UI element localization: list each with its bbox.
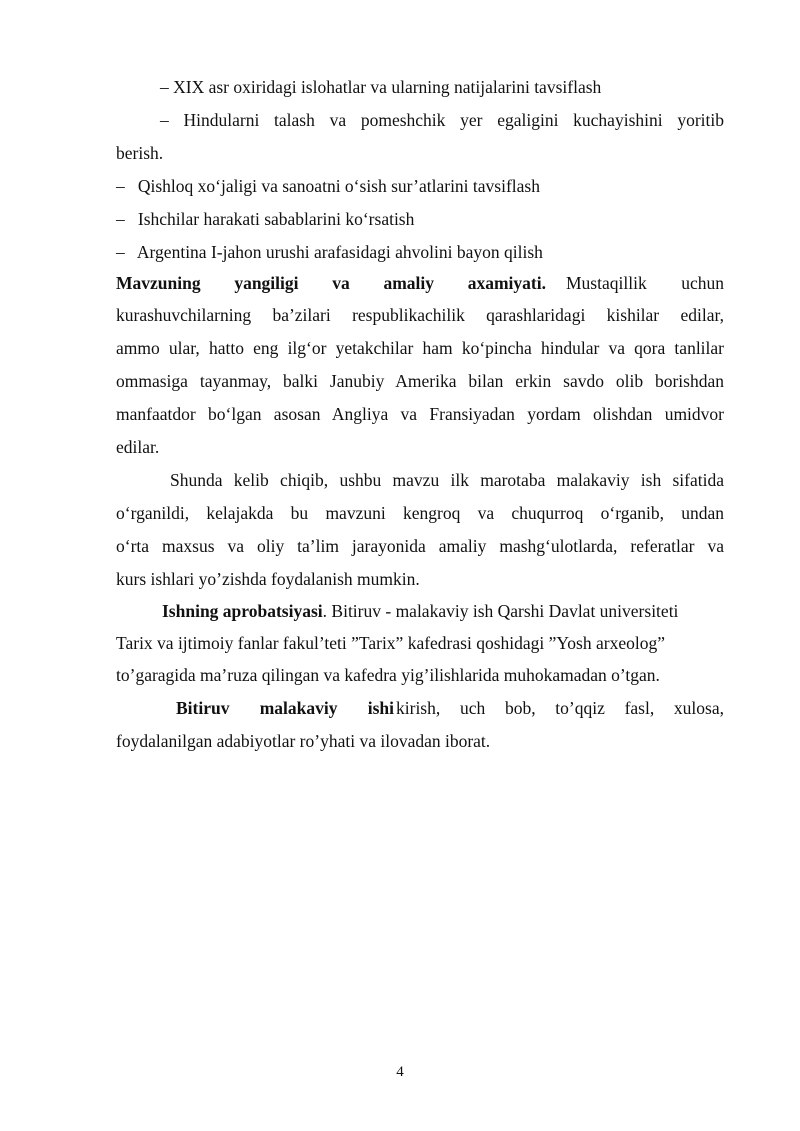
approbation-text: . Bitiruv - malakaviy ish Qarshi Davlat universiteti (322, 601, 679, 621)
significance-line-1: o‘rganildi, kelajakda bu mavzuni kengroq va chuqurroq o‘rganib, undan (116, 503, 724, 523)
objective-item-1: – XIX asr oxiridagi islohatlar va ularning natijalarini tavsiflash (160, 77, 602, 97)
objective-item-5: – Argentina I-jahon urushi arafasidagi ahvolini bayon qilish (116, 242, 543, 262)
structure-line-1: foydalanilgan adabiyotlar ro’yhati va ilovadan iborat. (116, 731, 491, 751)
novelty-heading-text: Mavzuning yangiligi va amaliy axamiyati. (116, 273, 546, 293)
structure-heading: Bitiruv malakaviy ishi (176, 698, 394, 718)
objective-item-2-continuation: berish. (116, 143, 164, 163)
significance-line-3: kurs ishlari yo’zishda foydalanish mumkin. (116, 569, 420, 589)
objective-item-4: – Ishchilar harakati sabablarini ko‘rsatish (116, 209, 415, 229)
approbation-line-1: Tarix va ijtimoiy fanlar fakul’teti ”Tarix” kafedrasi qoshidagi ”Yosh arxeolog” (116, 633, 665, 653)
novelty-line-0: Mustaqillik uchun (566, 273, 724, 293)
objective-item-3: – Qishloq xo‘jaligi va sanoatni o‘sish sur’atlarini tavsiflash (116, 176, 540, 196)
approbation-line-2: to’garagida ma’ruza qilingan va kafedra yig’ilishlarida muhokamadan o’tgan. (116, 665, 660, 685)
significance-line-0: Shunda kelib chiqib, ushbu mavzu ilk marotaba malakaviy ish sifatida (170, 470, 724, 490)
approbation-heading: Ishning aprobatsiyasi (162, 601, 323, 621)
objective-item-2: – Hindularni talash va pomeshchik yer egaligini kuchayishini yoritib (160, 110, 724, 130)
novelty-line-3: ommasiga tayanmay, balki Janubiy Amerika bilan erkin savdo olib borishdan (116, 371, 724, 391)
novelty-heading (116, 272, 546, 294)
novelty-line-2: ammo ular, hatto eng ilg‘or yetakchilar ham ko‘pincha hindular va qora tanlilar (116, 338, 724, 358)
novelty-line-4: manfaatdor bo‘lgan asosan Angliya va Fransiyadan yordam olishdan umidvor (116, 404, 724, 424)
approbation-line-0 (162, 600, 678, 622)
structure-line-0: kirish, uch bob, to’qqiz fasl, xulosa, (396, 698, 724, 718)
novelty-line-5: edilar. (116, 437, 160, 457)
novelty-line-1: kurashuvchilarning ba’zilari respublikachilik qarashlaridagi kishilar edilar, (116, 305, 724, 325)
page-number: 4 (396, 1064, 404, 1080)
significance-line-2: o‘rta maxsus va oliy ta’lim jarayonida amaliy mashg‘ulotlarda, referatlar va (116, 536, 724, 556)
